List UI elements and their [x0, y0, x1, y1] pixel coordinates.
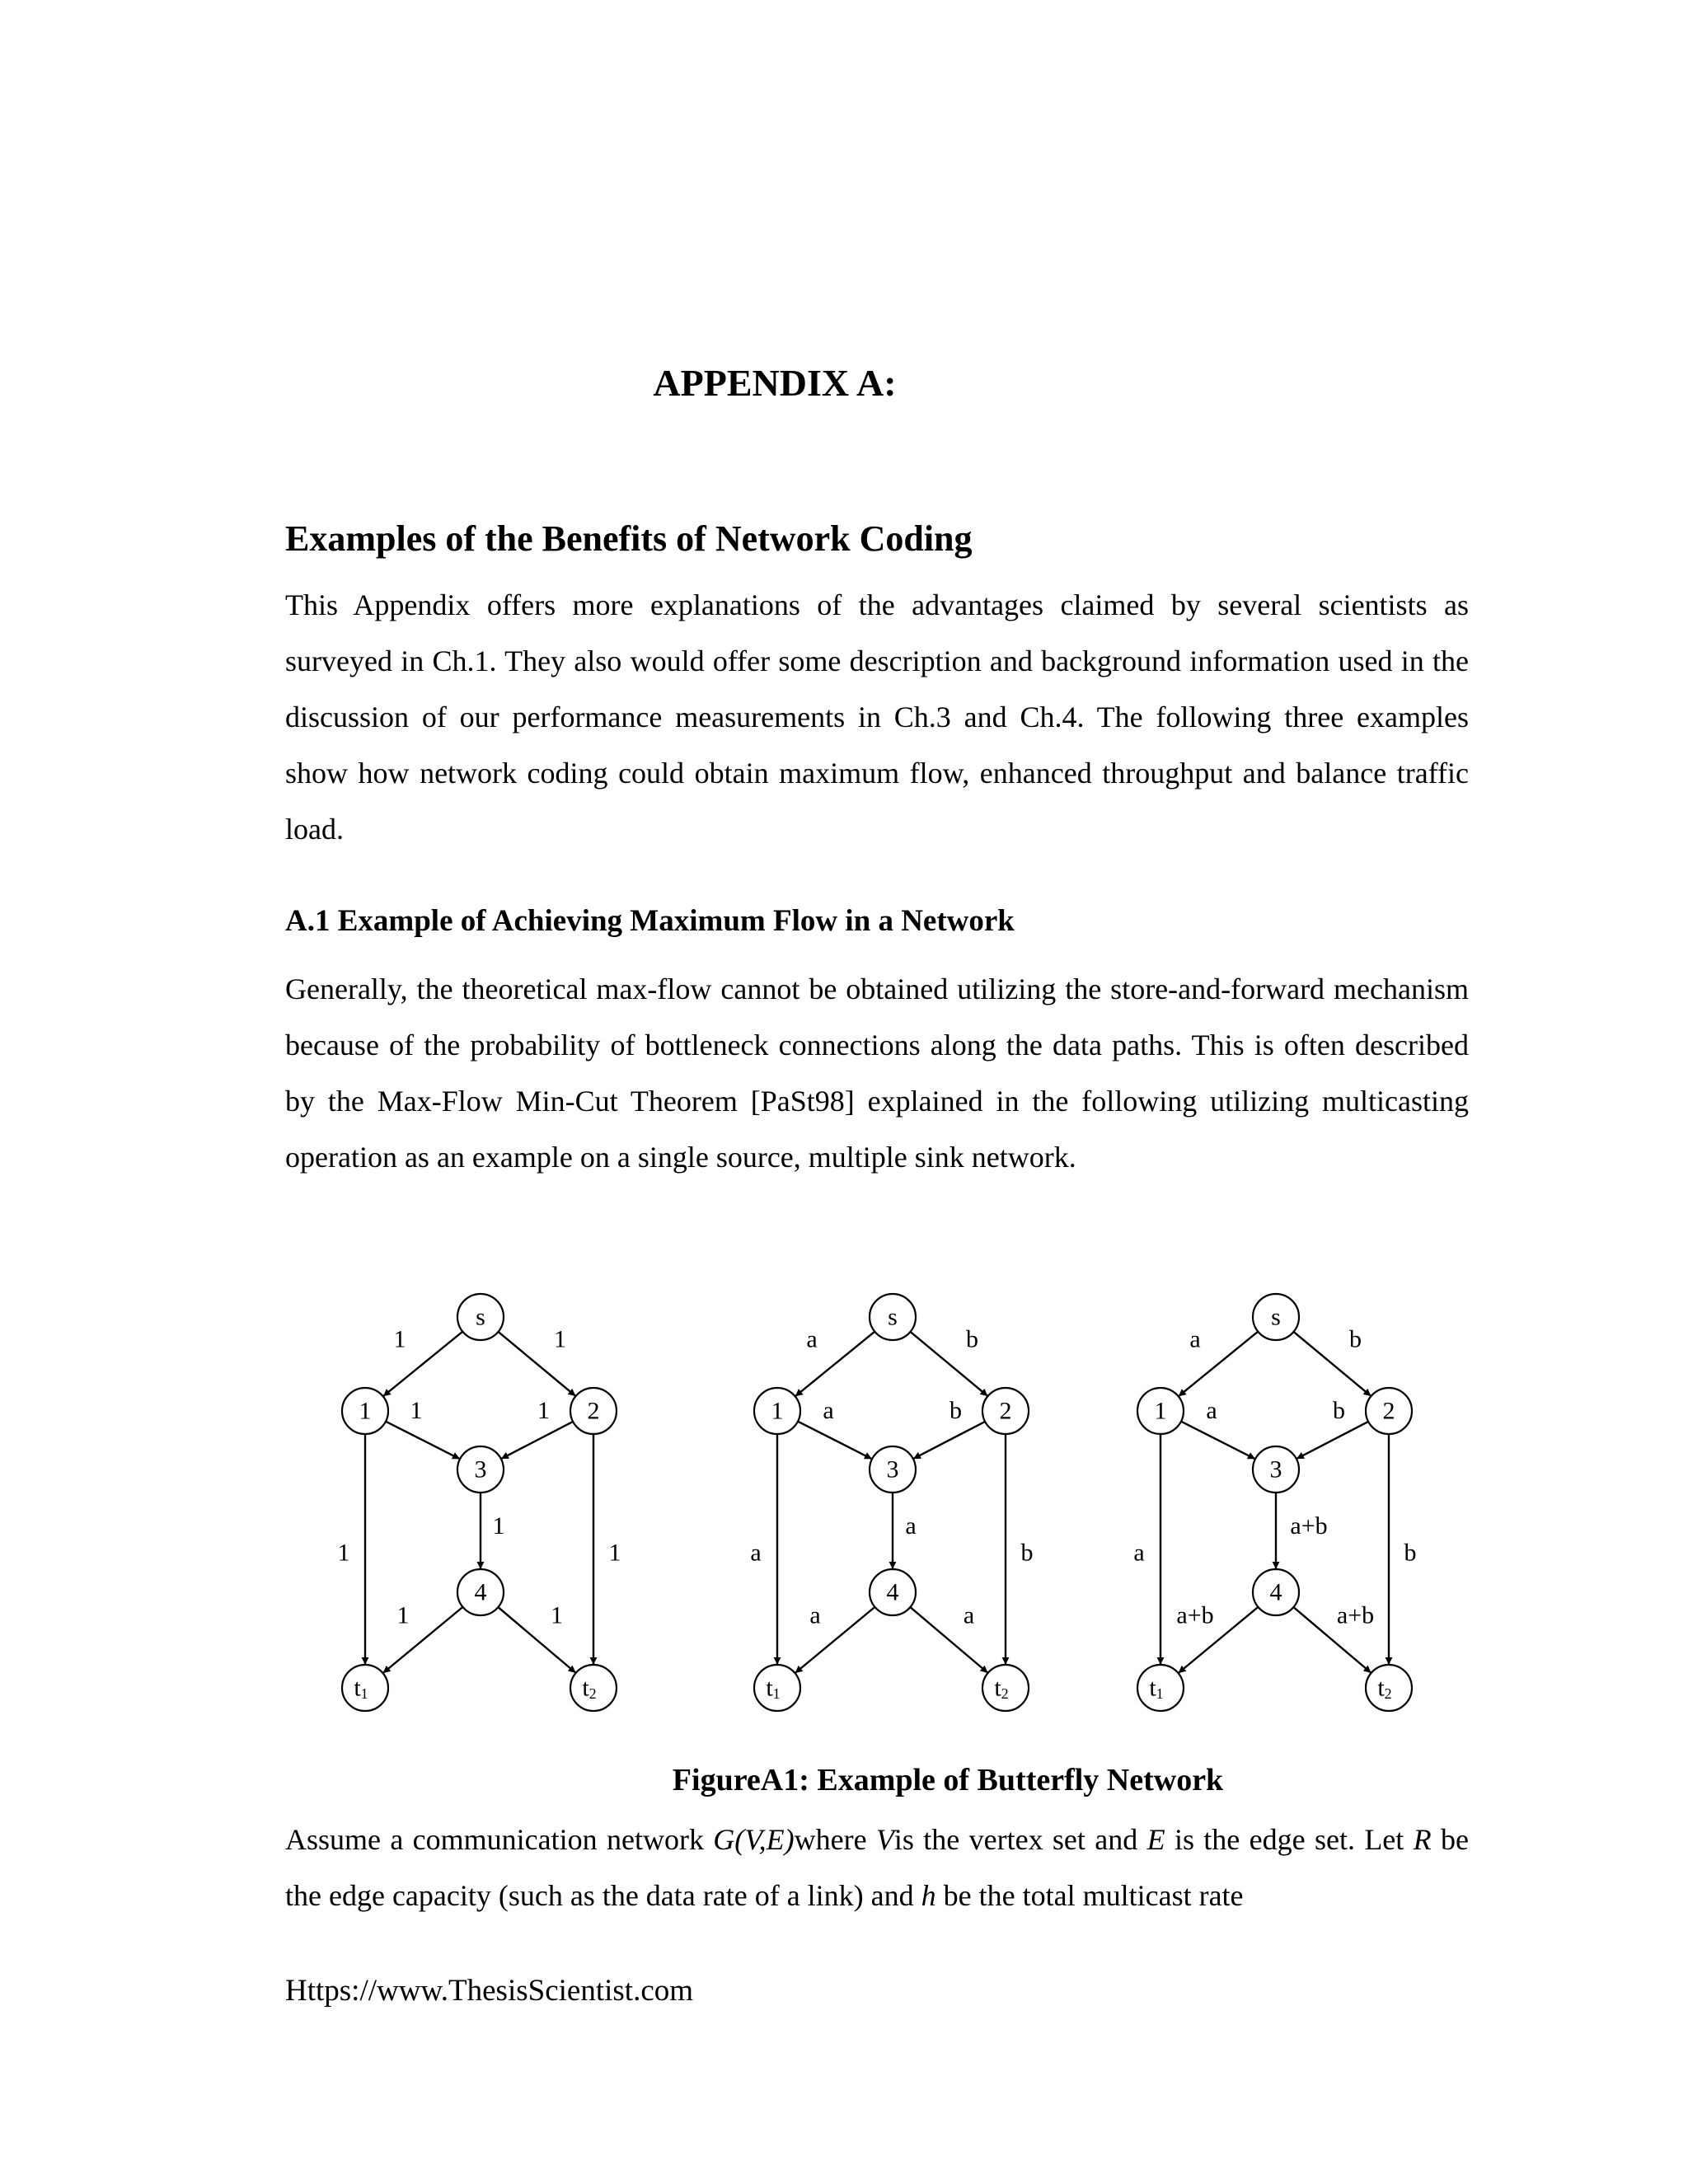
section-heading: Examples of the Benefits of Network Coding — [285, 518, 973, 559]
edge-label-1_t1: a — [1133, 1539, 1145, 1567]
subsection-heading: A.1 Example of Achieving Maximum Flow in a Network — [285, 904, 1015, 938]
node-label-t1: $t_1$ — [766, 1674, 781, 1702]
butterfly-diagram-2 — [750, 1294, 1033, 1711]
edge-4_t2 — [910, 1607, 987, 1672]
edge-label-2_t2: b — [1020, 1539, 1034, 1567]
node-label-t1: $t_1$ — [1149, 1674, 1164, 1702]
edge-label-4_t1: a+b — [1176, 1601, 1214, 1629]
edge-label-2_3: 1 — [537, 1397, 550, 1424]
node-label-n2: 2 — [587, 1397, 600, 1425]
line2-part: Let — [1364, 1823, 1414, 1856]
edge-label-2_t2: 1 — [608, 1539, 621, 1567]
node-label-n3: 3 — [1269, 1455, 1282, 1483]
edge-1_3 — [1181, 1422, 1254, 1459]
line2-part: be the total multicast rate — [935, 1879, 1244, 1912]
butterfly-diagram-1 — [338, 1294, 621, 1711]
butterfly-diagram-3 — [1133, 1294, 1416, 1711]
node-label-n4: 4 — [474, 1578, 487, 1606]
edge-label-2_3: b — [950, 1397, 962, 1424]
edge-label-2_3: b — [1333, 1397, 1345, 1424]
line1-part: is the edge set. — [1165, 1823, 1355, 1856]
node-label-t2: $t_2$ — [582, 1674, 597, 1702]
node-label-s: s — [476, 1303, 485, 1331]
edge-4_t1 — [795, 1607, 874, 1673]
edge-label-3_4: a+b — [1290, 1512, 1328, 1540]
node-label-n1: 1 — [771, 1397, 784, 1425]
node-label-t1: $t_1$ — [354, 1674, 368, 1702]
edge-label-1_3: 1 — [410, 1397, 423, 1424]
edge-label-1_3: a — [823, 1397, 834, 1424]
vertex-symbol: V — [875, 1823, 894, 1856]
node-label-n2: 2 — [1382, 1397, 1395, 1425]
edge-2_3 — [914, 1422, 985, 1459]
node-label-n4: 4 — [1269, 1578, 1282, 1606]
edge-label-4_t1: a — [809, 1601, 821, 1629]
edge-label-3_4: 1 — [492, 1512, 505, 1540]
edge-2_3 — [1297, 1422, 1368, 1459]
edge-label-1_t1: 1 — [337, 1539, 350, 1567]
line2-part: be the edge capacity (such as the data rate of a link) and — [285, 1823, 1469, 1912]
node-label-n1: 1 — [359, 1397, 372, 1425]
line1-part: Assume a communication network — [285, 1823, 714, 1856]
edge-label-4_t2: a — [963, 1601, 975, 1629]
edge-label-s_1: a — [806, 1325, 818, 1353]
capacity-symbol: R — [1413, 1823, 1432, 1856]
maxflow-paragraph: Generally, the theoretical max-flow cannot be obtained utilizing the store-and-forward mechanism because of the probability of bottleneck connections along the data paths. This is often described by the Max-Flow Min-Cut Theorem [PaSt98] explained in the following utilizing multicasting operation as an example on a single source, multiple sink network. — [285, 972, 1469, 1174]
node-label-n2: 2 — [999, 1397, 1012, 1425]
edge-label-3_4: a — [905, 1512, 917, 1540]
intro-paragraph: This Appendix offers more explanations of the advantages claimed by several scientists as surveyed in Ch.1. They also would offer some description and background information used in the discussion of our performance measurements in Ch.3 and Ch.4. The following three examples show how network coding could obtain maximum flow, enhanced throughput and balance traffic load. — [285, 588, 1469, 846]
node-label-t2: $t_2$ — [994, 1674, 1009, 1702]
node-label-s: s — [888, 1303, 898, 1331]
edge-label-s_2: 1 — [554, 1325, 566, 1353]
line1-part: is the vertex set and — [893, 1823, 1147, 1856]
edge-4_t1 — [383, 1607, 462, 1673]
edge-label-4_t1: 1 — [396, 1601, 410, 1629]
line1-part: where — [794, 1823, 876, 1856]
rate-symbol: h — [921, 1879, 936, 1912]
node-label-n3: 3 — [474, 1455, 487, 1483]
figure-caption: FigureA1: Example of Butterfly Network — [672, 1763, 1224, 1797]
node-label-n4: 4 — [886, 1578, 899, 1606]
edge-1_3 — [386, 1422, 459, 1459]
edge-label-4_t2: a+b — [1336, 1601, 1375, 1629]
edge-4_t2 — [498, 1607, 574, 1672]
edge-label-s_1: a — [1189, 1325, 1201, 1353]
edge-1_3 — [798, 1422, 871, 1459]
edge-label-s_2: b — [966, 1325, 978, 1353]
node-label-s: s — [1271, 1303, 1281, 1331]
edge-label-4_t2: 1 — [551, 1601, 563, 1629]
edge-label-1_3: a — [1206, 1397, 1217, 1424]
edge-label-1_t1: a — [750, 1539, 762, 1567]
network-definition-paragraph — [285, 1811, 1469, 1924]
graph-symbol: G(V,E) — [713, 1823, 795, 1856]
node-label-n3: 3 — [886, 1455, 899, 1483]
edge-label-2_t2: b — [1404, 1539, 1417, 1567]
footer-url: Https://www.ThesisScientist.com — [285, 1974, 694, 2008]
edge-2_3 — [502, 1422, 573, 1459]
node-label-t2: $t_2$ — [1377, 1674, 1392, 1702]
node-label-n1: 1 — [1154, 1397, 1167, 1425]
edge-symbol: E — [1146, 1823, 1165, 1856]
appendix-title: APPENDIX A: — [653, 362, 897, 404]
edge-label-s_2: b — [1349, 1325, 1362, 1353]
edge-label-s_1: 1 — [393, 1325, 406, 1353]
